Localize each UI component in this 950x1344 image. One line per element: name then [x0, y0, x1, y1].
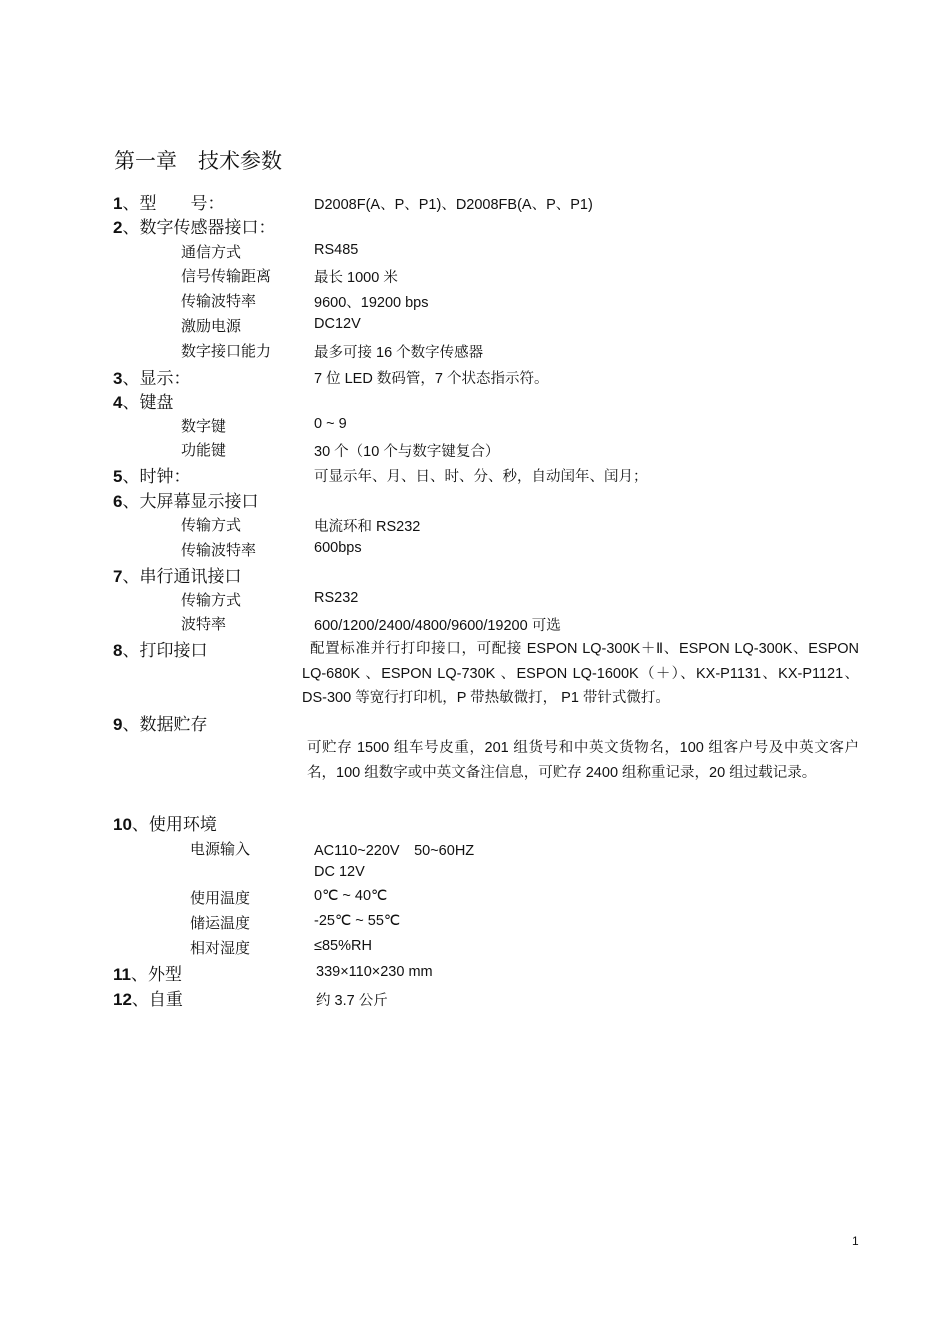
param-value: 9600、19200 bps — [314, 295, 429, 311]
chapter-title: 第一章 技术参数 — [114, 149, 282, 173]
model-value: D2008F(A、P、P1)、D2008FB(A、P、P1) — [314, 197, 593, 213]
section-title: 时钟： — [139, 467, 191, 487]
section-number: 8 — [113, 641, 123, 660]
section-number: 5 — [113, 467, 123, 486]
page-number: 1 — [852, 1234, 859, 1248]
param-label: 传输波特率 — [181, 292, 257, 310]
section-7-heading: 7、串行通讯接口 — [113, 567, 242, 587]
section-title: 大屏幕显示接口 — [139, 492, 259, 512]
section-title: 数据贮存 — [139, 715, 208, 735]
section-1-heading: 1、型 号： — [113, 194, 225, 214]
section-number: 7 — [113, 567, 123, 586]
section-12-heading: 12、自重 — [113, 990, 183, 1010]
param-label: 传输波特率 — [181, 541, 257, 559]
section-title: 使用环境 — [148, 815, 217, 835]
param-label: 相对湿度 — [190, 939, 251, 957]
section-title: 打印接口 — [139, 641, 208, 661]
section-number: 3 — [113, 369, 123, 388]
section-2-heading: 2、数字传感器接口： — [113, 218, 276, 238]
param-label: 通信方式 — [181, 243, 242, 261]
param-value: 最长 1000 米 — [314, 270, 398, 286]
param-value: -25℃ ~ 55℃ — [314, 913, 401, 929]
section-number: 12 — [113, 990, 132, 1009]
param-label: 传输方式 — [181, 516, 242, 534]
param-label: 储运温度 — [190, 914, 251, 932]
param-value: 0 ~ 9 — [314, 416, 347, 432]
section-title: 显示： — [139, 369, 191, 389]
param-value: ≤85%RH — [314, 938, 372, 954]
section-6-heading: 6、大屏幕显示接口 — [113, 492, 259, 512]
param-value: 电流环和 RS232 — [314, 519, 421, 535]
param-value: DC12V — [314, 316, 361, 332]
data-storage-text: 可贮存 1500 组车号皮重，201 组货号和中英文货物名，100 组客户号及中英文客户名，100 组数字或中英文备注信息，可贮存 2400 组称重记录，20 组过载记录。 — [307, 740, 859, 781]
section-11-heading: 11、外型 — [113, 965, 182, 985]
section-title: 型 号： — [139, 194, 225, 214]
dimensions-value: 339×110×230 mm — [316, 964, 433, 980]
section-4-heading: 4、键盘 — [113, 393, 174, 413]
param-value: 30 个（10 个与数字键复合） — [314, 444, 500, 460]
section-8-heading: 8、打印接口 — [113, 641, 208, 661]
weight-value: 约 3.7 公斤 — [316, 993, 388, 1009]
param-value: AC110~220V 50~60HZ — [314, 843, 475, 859]
param-label: 使用温度 — [190, 889, 251, 907]
param-value: RS232 — [314, 590, 359, 606]
param-label: 功能键 — [181, 441, 227, 459]
section-number: 10 — [113, 815, 132, 834]
param-label: 信号传输距离 — [181, 267, 272, 285]
section-9-heading: 9、数据贮存 — [113, 715, 208, 735]
section-number: 6 — [113, 492, 123, 511]
param-value: 0℃ ~ 40℃ — [314, 888, 388, 904]
param-value: 最多可接 16 个数字传感器 — [314, 345, 484, 361]
section-title: 外型 — [147, 965, 182, 985]
section-number: 1 — [113, 194, 123, 213]
section-title: 数字传感器接口： — [139, 218, 276, 238]
section-title: 键盘 — [139, 393, 174, 413]
section-5-heading: 5、时钟： — [113, 467, 191, 487]
display-value: 7 位 LED 数码管，7 个状态指示符。 — [314, 371, 549, 387]
clock-value: 可显示年、月、日、时、分、秒，自动闰年、闰月； — [314, 469, 648, 485]
section-number: 11 — [113, 965, 131, 984]
param-label: 电源输入 — [190, 840, 251, 858]
param-value: DC 12V — [314, 864, 365, 880]
printer-interface-text: 配置标准并行打印接口，可配接 ESPON LQ-300K＋Ⅱ、ESPON LQ-300K、ESPON LQ-680K 、ESPON LQ-730K 、ESPON LQ-1600K（＋）、KX-P1131、KX-P1121、DS-300 等宽行打印机，P 带热敏微打， P1 带针式微打。 — [302, 641, 859, 707]
section-number: 9 — [113, 715, 123, 734]
param-label: 波特率 — [181, 615, 227, 633]
param-value: 600/1200/2400/4800/9600/19200 可选 — [314, 618, 561, 634]
param-label: 传输方式 — [181, 591, 242, 609]
param-value: RS485 — [314, 242, 359, 258]
param-value: 600bps — [314, 540, 362, 556]
section-title: 自重 — [148, 990, 183, 1010]
section-10-heading: 10、使用环境 — [113, 815, 217, 835]
param-label: 数字接口能力 — [181, 342, 272, 360]
section-number: 4 — [113, 393, 123, 412]
section-title: 串行通讯接口 — [139, 567, 242, 587]
param-label: 数字键 — [181, 417, 227, 435]
section-number: 2 — [113, 218, 123, 237]
section-3-heading: 3、显示： — [113, 369, 191, 389]
param-label: 激励电源 — [181, 317, 242, 335]
